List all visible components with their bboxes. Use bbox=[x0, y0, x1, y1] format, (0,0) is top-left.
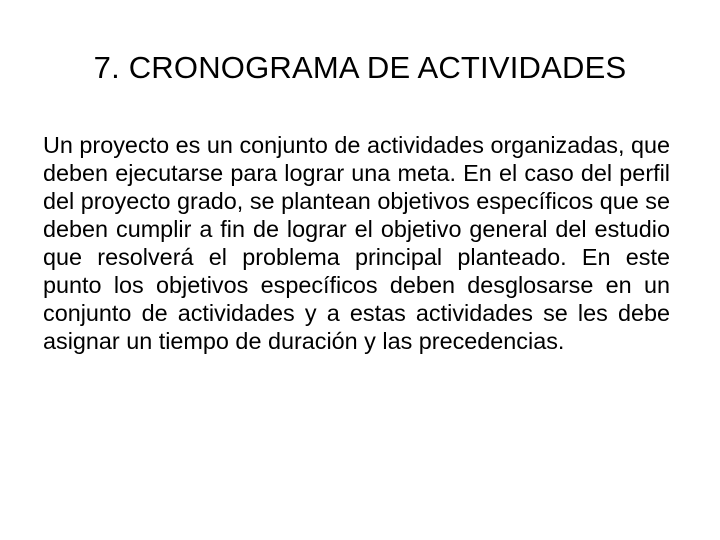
slide-body-text: Un proyecto es un conjunto de actividades organizadas, que deben ejecutarse para lograr una meta. En el caso del perfil del proyecto grado, se plantean objetivos específicos que se deben cumplir a fin de lograr el objetivo general del estudio que resolverá el problema principal planteado. En este punto los objetivos específicos deben desglosarse en un conjunto de actividades y a estas actividades se les debe asignar un tiempo de duración y las precedencias. bbox=[43, 132, 670, 354]
slide-title: 7. CRONOGRAMA DE ACTIVIDADES bbox=[93, 50, 627, 85]
